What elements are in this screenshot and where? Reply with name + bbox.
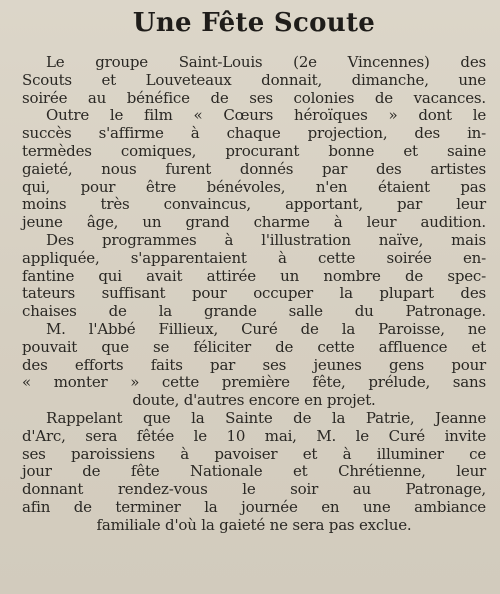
article-line: appliquée, s'apparentaient à cette soirée en- — [22, 248, 486, 267]
article-line: ses paroissiens à pavoiser et à illuminer ce — [22, 444, 486, 463]
article-line: familiale d'où la gaieté ne sera pas exclue. — [96, 515, 412, 534]
article-line: fantine qui avait attirée un nombre de spec- — [22, 266, 486, 285]
article-line: des efforts faits par ses jeunes gens pour — [22, 355, 486, 374]
article-line: « monter » cette première fête, prélude, sans — [22, 373, 486, 392]
article-line: afin de terminer la journée en une ambiance — [22, 497, 486, 516]
article-line: chaises de la grande salle du Patronage. — [22, 302, 486, 321]
article-line: soirée au bénéfice de ses colonies de vacances. — [22, 88, 486, 107]
article-line: tateurs suffisant pour occuper la plupart des — [22, 284, 486, 303]
article-line: termèdes comiques, procurant bonne et saine — [22, 141, 486, 160]
article-line: donnant rendez-vous le soir au Patronage, — [22, 480, 486, 499]
article-title: Une Fête Scoute — [132, 8, 376, 38]
article-line: succès s'affirme à chaque projection, des in- — [22, 124, 486, 143]
article-line: gaieté, nous furent donnés par des artistes — [22, 159, 486, 178]
article-line: d'Arc, sera fêtée le 10 mai, M. le Curé invite — [22, 426, 486, 445]
article-line: pouvait que se féliciter de cette affluence et — [22, 337, 486, 356]
article-line: Scouts et Louveteaux donnait, dimanche, une — [22, 70, 486, 89]
article-line: qui, pour être bénévoles, n'en étaient pas — [22, 177, 486, 196]
article-line: jour de fête Nationale et Chrétienne, leur — [22, 462, 486, 481]
article-body — [22, 54, 486, 535]
article-line: Des programmes à l'illustration naïve, mais — [46, 230, 486, 249]
article-line: Le groupe Saint-Louis (2e Vincennes) des — [46, 53, 486, 71]
article-line: moins très convaincus, apportant, par leur — [22, 195, 486, 214]
article-line: doute, d'autres encore en projet. — [132, 391, 376, 410]
article-line: jeune âge, un grand charme à leur audition. — [22, 213, 486, 232]
article-line: Rappelant que la Sainte de la Patrie, Jeanne — [46, 408, 486, 427]
article-line: M. l'Abbé Fillieux, Curé de la Paroisse, ne — [46, 319, 486, 338]
article-line: Outre le film « Cœurs héroïques » dont le — [46, 106, 486, 125]
